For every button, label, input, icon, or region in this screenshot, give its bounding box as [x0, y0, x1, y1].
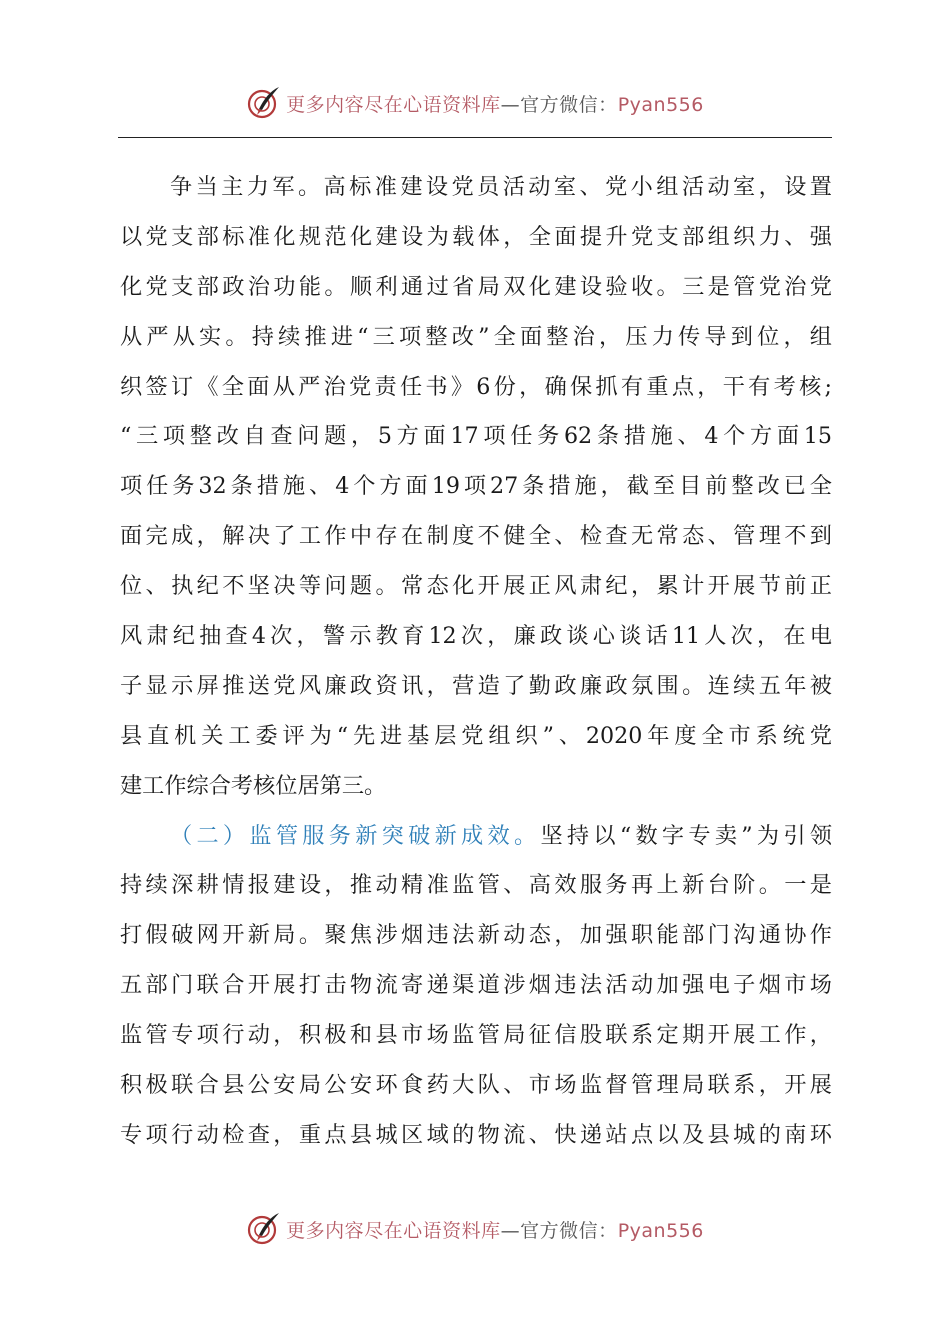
text-line: 争当主力军。高标准建设党员活动室、党小组活动室，设置 [170, 174, 832, 200]
banner-text [286, 1216, 704, 1243]
banner-wechat-id: Pyan556 [617, 1219, 704, 1242]
banner-site-name: 更多内容尽在心语资料库 [286, 93, 501, 116]
paragraph-2 [120, 812, 832, 1161]
banner-dash: — [500, 1219, 521, 1242]
paragraph-1 [120, 163, 832, 812]
text-line: 织签订《全面从严治党责任书》6份，确保抓有重点，干有考核; [120, 373, 832, 400]
text-line: 建工作综合考核位居第三。 [120, 772, 387, 799]
header-divider [118, 137, 832, 138]
text-line: 监管专项行动，积极和县市场监管局征信股联系定期开展工作， [120, 1022, 832, 1049]
text-line: 五部门联合开展打击物流寄递渠道涉烟违法活动加强电子烟市场 [120, 972, 832, 999]
footer-banner [0, 1209, 950, 1249]
section-heading: （二）监管服务新突破新成效。 [170, 822, 541, 849]
text-line: 以党支部标准化规范化建设为载体，全面提升党支部组织力、强 [120, 223, 832, 250]
banner-site-name: 更多内容尽在心语资料库 [286, 1219, 501, 1242]
text-line: 子显示屏推送党风廉政资讯，营造了勤政廉政氛围。连续五年被 [120, 672, 832, 699]
header-banner [0, 83, 950, 123]
text-line: 持续深耕情报建设，推动精准监管、高效服务再上新台阶。一是 [120, 872, 832, 899]
text-line: 风肃纪抽查4次，警示教育12次，廉政谈心谈话11人次，在电 [120, 623, 832, 650]
text-line: 化党支部政治功能。顺利通过省局双化建设验收。三是管党治党 [120, 273, 832, 300]
quill-pen-logo-icon [246, 85, 282, 121]
banner-wechat-id: Pyan556 [617, 93, 704, 116]
text-line: 县直机关工委评为“先进基层党组织”、2020年度全市系统党 [120, 722, 832, 749]
text-line: “三项整改自查问题，5方面17项任务62条措施、4个方面15 [120, 423, 832, 450]
banner-wechat-label: 官方微信： [520, 93, 618, 116]
banner-wechat-label: 官方微信： [520, 1219, 618, 1242]
text-line: 打假破网开新局。聚焦涉烟违法新动态，加强职能部门沟通协作 [120, 922, 832, 949]
banner-text [286, 90, 704, 117]
text-line: 项任务32条措施、4个方面19项27条措施，截至目前整改已全 [120, 473, 832, 500]
quill-pen-logo-icon [246, 1211, 282, 1247]
text-line [120, 812, 832, 862]
text-line: 位、执纪不坚决等问题。常态化开展正风肃纪，累计开展节前正 [120, 573, 832, 600]
heading-rest: 坚持以“数字专卖”为引领 [540, 822, 832, 849]
banner-dash: — [500, 93, 521, 116]
document-body [120, 163, 832, 1161]
text-line: 专项行动检查，重点县城区域的物流、快递站点以及县城的南环 [120, 1121, 832, 1148]
text-line: 面完成，解决了工作中存在制度不健全、检查无常态、管理不到 [120, 523, 832, 550]
text-line: 积极联合县公安局公安环食药大队、市场监督管理局联系，开展 [120, 1072, 832, 1099]
text-line: 从严从实。持续推进“三项整改”全面整治，压力传导到位，组 [120, 323, 832, 350]
